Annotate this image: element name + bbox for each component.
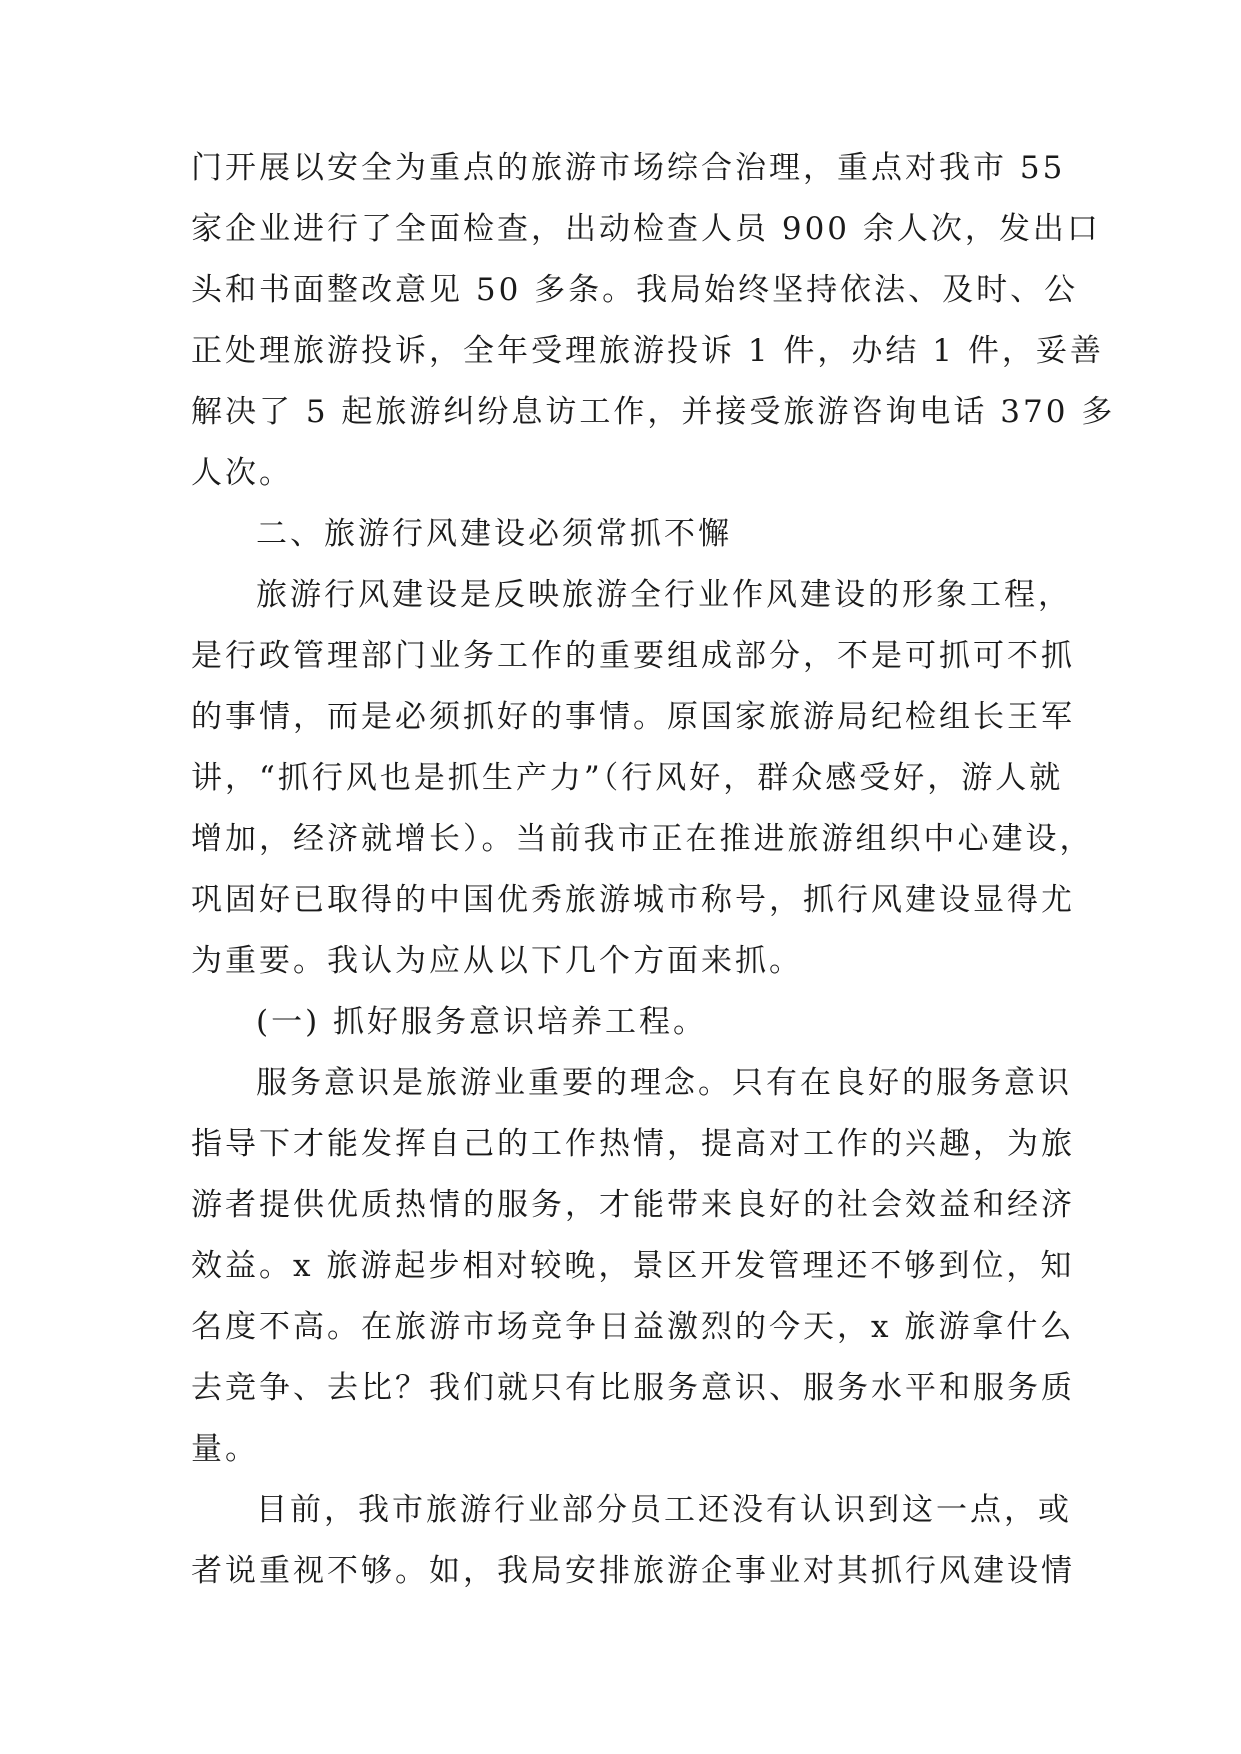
paragraph-line: 解决了 5 起旅游纠纷息访工作，并接受旅游咨询电话 370 多 xyxy=(191,394,1116,430)
paragraph-line: 的事情，而是必须抓好的事情。原国家旅游局纪检组长王军 xyxy=(191,699,1075,735)
paragraph-line: 人次。 xyxy=(191,455,293,491)
paragraph-line: 效益。x 旅游起步相对较晚，景区开发管理还不够到位，知 xyxy=(191,1248,1075,1284)
paragraph-line: 正处理旅游投诉，全年受理旅游投诉 1 件，办结 1 件，妥善 xyxy=(191,333,1104,369)
paragraph-line: 是行政管理部门业务工作的重要组成部分，不是可抓可不抓 xyxy=(191,638,1075,674)
subsection-heading: (一) 抓好服务意识培养工程。 xyxy=(256,1004,708,1040)
paragraph-line: 者说重视不够。如，我局安排旅游企事业对其抓行风建设情 xyxy=(191,1553,1075,1589)
paragraph-line: 讲，“抓行风也是抓生产力”（行风好，群众感受好，游人就 xyxy=(191,760,1064,796)
paragraph-line: 服务意识是旅游业重要的理念。只有在良好的服务意识 xyxy=(256,1065,1072,1101)
paragraph-line: 增加，经济就增长）。当前我市正在推进旅游组织中心建设， xyxy=(191,821,1094,857)
paragraph-line: 家企业进行了全面检查，出动检查人员 900 余人次，发出口 xyxy=(191,211,1101,247)
paragraph-line: 去竞争、去比？我们就只有比服务意识、服务水平和服务质 xyxy=(191,1370,1075,1406)
paragraph-line: 游者提供优质热情的服务，才能带来良好的社会效益和经济 xyxy=(191,1187,1075,1223)
paragraph-line: 为重要。我认为应从以下几个方面来抓。 xyxy=(191,943,803,979)
paragraph-line: 目前，我市旅游行业部分员工还没有认识到这一点，或 xyxy=(256,1492,1072,1528)
paragraph-line: 名度不高。在旅游市场竞争日益激烈的今天，x 旅游拿什么 xyxy=(191,1309,1075,1345)
paragraph-line: 指导下才能发挥自己的工作热情，提高对工作的兴趣，为旅 xyxy=(191,1126,1075,1162)
section-heading: 二、旅游行风建设必须常抓不懈 xyxy=(256,516,732,552)
paragraph-line: 量。 xyxy=(191,1431,259,1467)
paragraph-line: 头和书面整改意见 50 多条。我局始终坚持依法、及时、公 xyxy=(191,272,1079,308)
paragraph-line: 旅游行风建设是反映旅游全行业作风建设的形象工程， xyxy=(256,577,1072,613)
paragraph-line: 巩固好已取得的中国优秀旅游城市称号，抓行风建设显得尤 xyxy=(191,882,1075,918)
paragraph-line: 门开展以安全为重点的旅游市场综合治理，重点对我市 55 xyxy=(191,150,1066,186)
